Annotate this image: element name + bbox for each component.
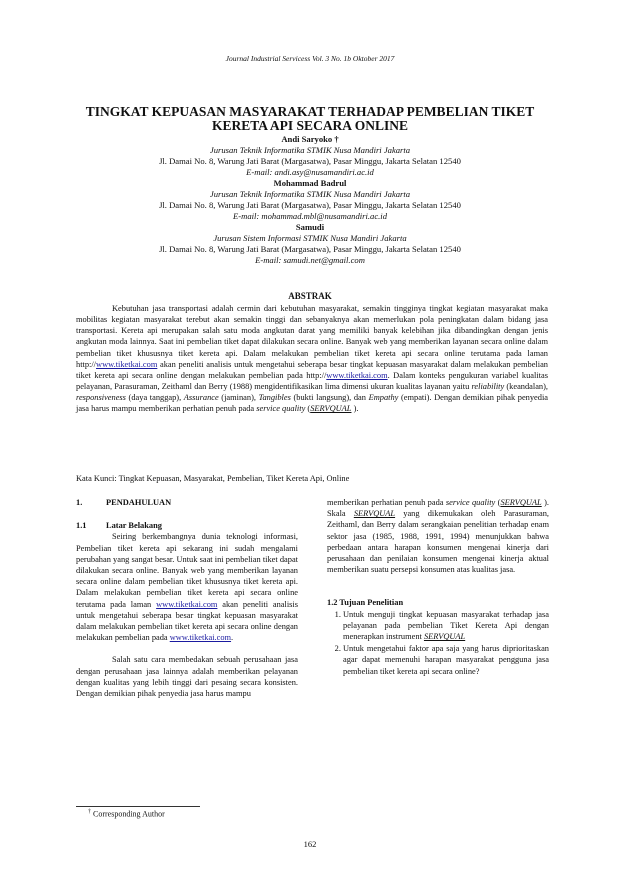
author-address: Jl. Damai No. 8, Warung Jati Barat (Margasatwa), Pasar Minggu, Jakarta Selatan 12540 <box>159 244 461 254</box>
abstract-text: akan peneliti analisis untuk mengetahui seberapa besar tingkat kepuasan masyarakat dalam melakukan pembelian tiket kereta api secara online dengan melakukan pembelian pada http:// <box>76 359 548 380</box>
list-item: 2. Untuk mengetahui faktor apa saja yang harus diprioritaskan agar dapat memenuhi harapan masyarakat pengguna jasa pembelian tiket kereta api secara online? <box>343 643 549 677</box>
body-text: ). Skala <box>327 498 549 519</box>
abstract-text: (bukti langsung), dan <box>290 393 369 403</box>
abstract-text: ). <box>351 404 359 414</box>
section-title: PENDAHULUAN <box>106 498 172 507</box>
body-link[interactable]: www.tiketkai.com <box>156 599 218 609</box>
abstract-body <box>76 303 548 415</box>
abstract-text: . Dalam konteks pengukuran variabel kualitas pelayanan, Parasuraman, Zeithaml dan Berry (1988) mengidentifikasikan lima dimensi ukuran kualitas layanan yaitu <box>76 370 548 392</box>
term-service-quality: service quality <box>256 404 306 414</box>
term-servqual: SERVQUAL <box>310 404 352 414</box>
list-item <box>343 609 549 643</box>
body-paragraph <box>327 497 549 575</box>
abstract-text: (empati). Dengan demikian pihak penyedia jasa harus mampu memberikan perhatian penuh pada <box>76 393 548 414</box>
subsection-number: 1.1 <box>76 521 87 531</box>
body-paragraph: Salah satu cara membedakan sebuah perusahaan jasa dengan perusahaan jasa lainnya adalah memberikan pelayanan dengan kualitas yang lebih tinggi dari pesaing secara konsisten. Dengan demikian pihak penyedia jasa harus mampu <box>76 655 298 699</box>
author-address: Jl. Damai No. 8, Warung Jati Barat (Margasatwa), Pasar Minggu, Jakarta Selatan 12540 <box>159 156 461 166</box>
term-servqual: SERVQUAL <box>500 498 542 507</box>
body-link[interactable]: www.tiketkai.com <box>169 633 232 643</box>
author-email: E-mail: andi.asy@nusamandiri.ac.id <box>246 167 374 177</box>
author-address: Jl. Damai No. 8, Warung Jati Barat (Margasatwa), Pasar Minggu, Jakarta Selatan 12540 <box>159 200 461 210</box>
keywords: Kata Kunci: Tingkat Kepuasan, Masyarakat, Pembelian, Tiket Kereta Api, Online <box>76 474 350 483</box>
abstract-text: ( <box>305 404 311 414</box>
abstract-text: (keandalan), <box>504 382 548 392</box>
term-reliability: reliability <box>471 382 505 392</box>
body-text: memberikan perhatian penuh pada <box>327 498 446 507</box>
abstract-link[interactable]: www.tiketkai.com <box>96 359 158 369</box>
body-text: . <box>231 633 234 643</box>
subsection-heading <box>76 520 298 531</box>
term-empathy: Empathy <box>368 393 399 403</box>
footnote-divider <box>76 806 200 807</box>
abstract-link[interactable]: www.tiketkai.com <box>326 370 388 380</box>
author-email: E-mail: samudi.net@gmail.com <box>255 255 365 265</box>
author-affiliation: Jurusan Teknik Informatika STMIK Nusa Mandiri Jakarta <box>209 189 411 199</box>
body-text: yang dikemukakan oleh Parasuraman, Zeithaml, dan Berry dalam serangkaian penelitian terhadap enam sektor jasa (1985, 1988, 1991, 1994) menunjukkan bahwa perbedaan antara harapan konsumen mengenai kinerja dari perusahaan dan penilaian konsumen mengenai kinerja aktual memberikan suatu persepsi konsumen atas kualitas jasa. <box>327 509 550 575</box>
left-column <box>76 497 298 699</box>
subsection-title: Latar Belakang <box>106 521 162 531</box>
term-servqual: SERVQUAL <box>353 509 396 519</box>
abstract-text: Kebutuhan jasa transportasi adalah cermin dari kebutuhan masyarakat, semakin tingginya tingkat kegiatan masyarakat maka mobilitas kegiatan masyarakat terebut akan semakin tinggi dan sebanyaknya akan memerlukan pola peningkatan dalam bidang jasa transportasi. Kereta api merupakan salah satu moda angkutan darat yang memiliki banyak kelebihan jika dibandingkan dengan jenis angkutan moda lainnya. Saat ini pembelian tiket dapat dilakukan secara online. Banyak web yang memberikan layanan secara online dalam pembelian tiket khususnya tiket kereta api. Dalam melakukan pembelian tiket kereta api secara online terutama pada laman http:// <box>76 304 548 369</box>
term-responsiveness: responsiveness <box>76 393 126 403</box>
term-service-quality: service quality <box>445 498 496 507</box>
term-tangibles: Tangibles <box>258 393 291 403</box>
journal-header: Journal Industrial Servicess Vol. 3 No. 1b Oktober 2017 <box>225 54 395 63</box>
author-block <box>60 134 560 266</box>
section-heading <box>76 497 298 508</box>
author-affiliation: Jurusan Sistem Informasi STMIK Nusa Mandiri Jakarta <box>213 233 407 243</box>
author-name: Mohammad Badrul <box>273 178 347 188</box>
abstract-text: (daya tanggap), <box>125 393 184 403</box>
footnote-mark: † <box>88 809 91 815</box>
right-column <box>327 497 549 678</box>
body-text: akan peneliti analisis untuk mengetahui seberapa besar tingkat kepuasan masyarakat dalam melakukan pembelian tiket kereta api secara online dengan melakukan pembelian pada <box>76 599 298 643</box>
body-paragraph <box>76 531 298 643</box>
section-number: 1. <box>76 498 83 507</box>
subsection-number: 1.2 <box>327 598 338 608</box>
author-affiliation: Jurusan Teknik Informatika STMIK Nusa Mandiri Jakarta <box>209 145 411 155</box>
footnote-text: Corresponding Author <box>93 809 165 819</box>
page-number: 162 <box>303 839 317 849</box>
author-name: Andi Saryoko † <box>281 134 339 144</box>
objectives-list <box>327 609 549 677</box>
subsection-heading <box>327 597 549 608</box>
abstract-text: (jaminan), <box>218 393 259 403</box>
paper-title: TINGKAT KEPUASAN MASYARAKAT TERHADAP PEMBELIAN TIKET KERETA API SECARA ONLINE <box>85 104 535 133</box>
term-servqual: SERVQUAL <box>423 632 466 642</box>
term-assurance: Assurance <box>183 393 219 403</box>
abstract-heading: ABSTRAK <box>288 291 332 301</box>
body-text: ( <box>495 498 501 507</box>
body-text: Seiring berkembangnya dunia teknologi informasi, Pembelian tiket kereta api sekarang ini sudah mengalami perubahan yang sangat besar. Untuk saat ini pembelian tiket dapat dilakukan secara online. Banyak web yang memberikan layanan secara online dalam pembelian tiket khususnya tiket kereta api. Dalam melakukan pembelian tiket kereta api secara online terutama pada laman <box>76 532 298 609</box>
list-text: Untuk menguji tingkat kepuasan masyarakat terhadap jasa pelayanan pada pembelian Tiket Kereta Api dengan menerapkan instrument <box>343 609 549 642</box>
author-email: E-mail: mohammad.mbl@nusamandiri.ac.id <box>233 211 387 221</box>
author-name: Samudi <box>295 222 325 232</box>
subsection-title: Tujuan Penelitian <box>339 598 404 608</box>
footnote <box>88 809 165 819</box>
